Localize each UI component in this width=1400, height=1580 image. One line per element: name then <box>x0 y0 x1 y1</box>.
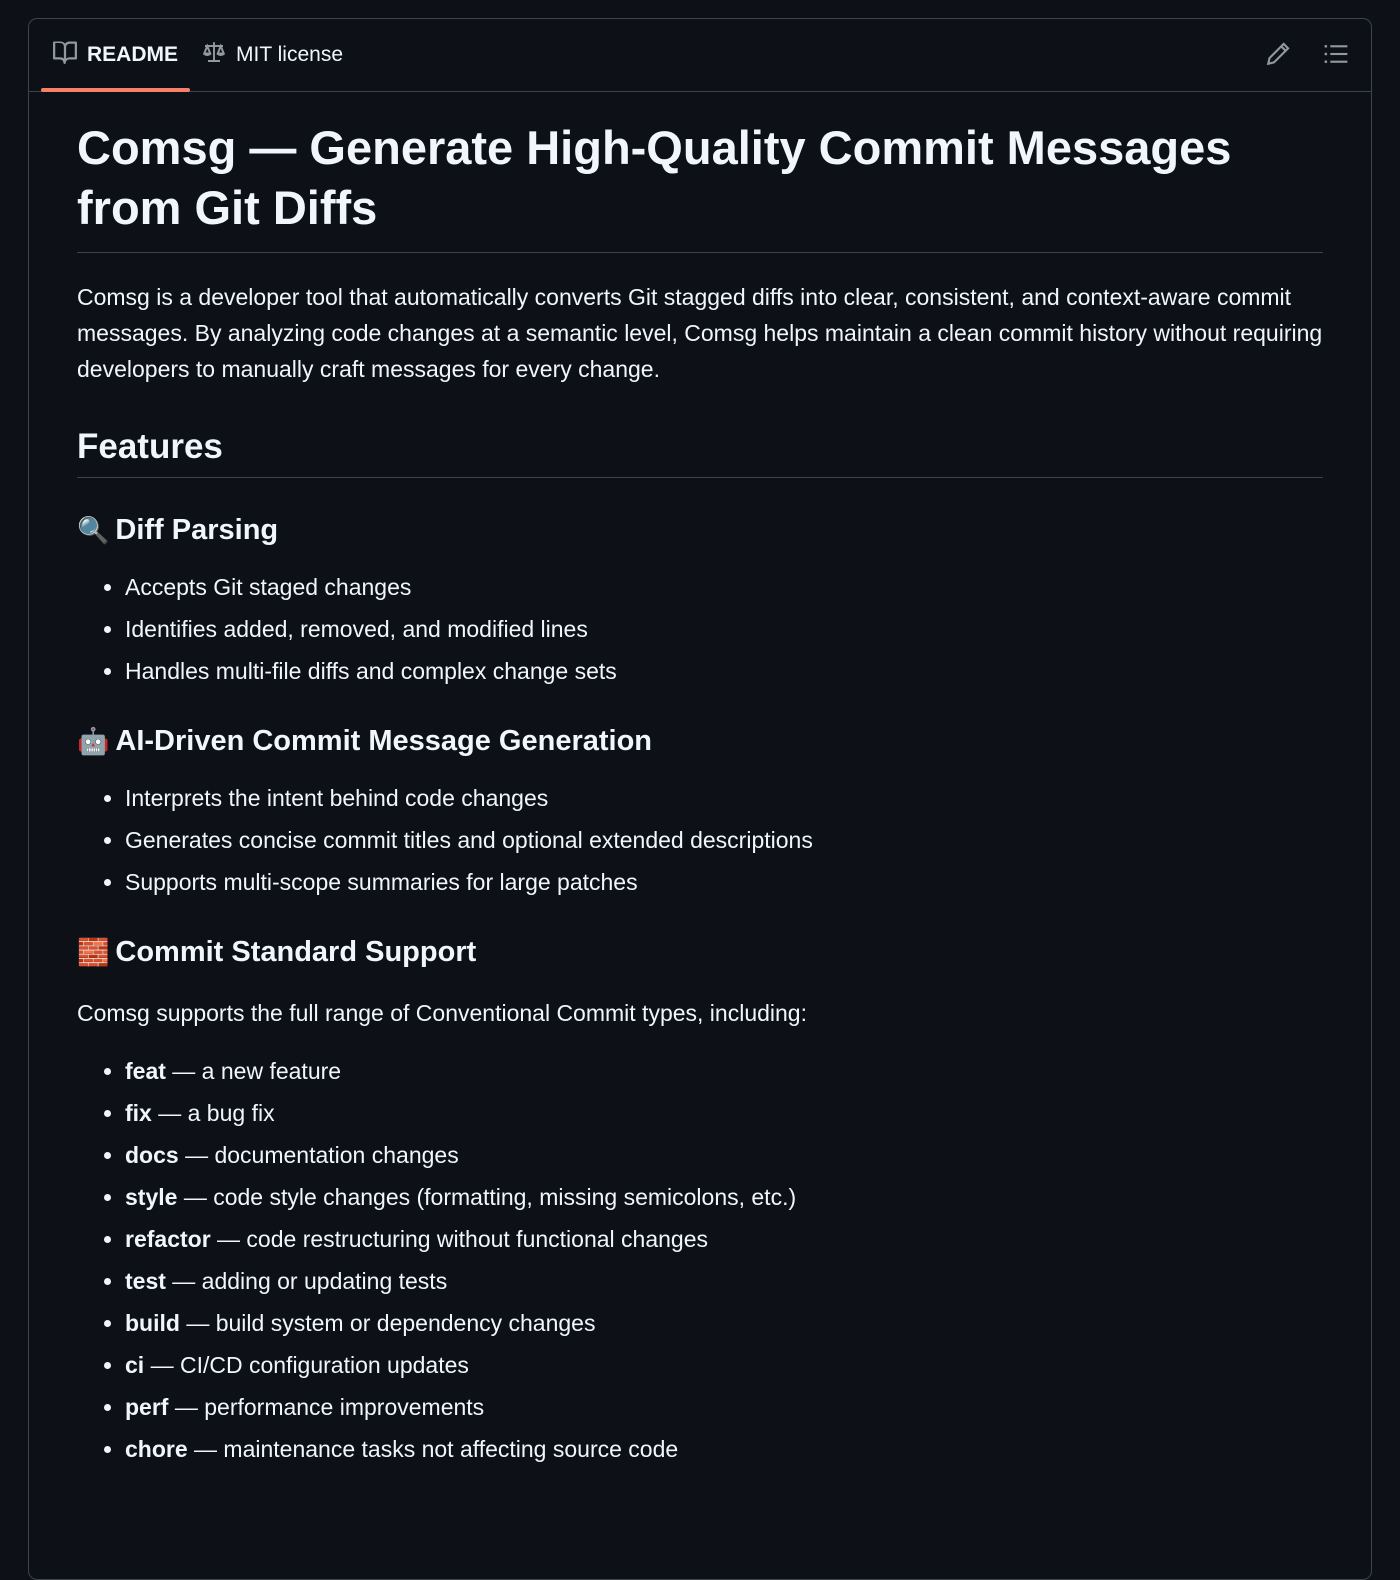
list-item <box>125 1305 1323 1341</box>
list-item <box>125 1095 1323 1131</box>
commit-type: fix <box>125 1100 152 1126</box>
section-heading-diff-parsing <box>77 514 1323 547</box>
commit-type: chore <box>125 1436 188 1462</box>
intro-paragraph: Comsg is a developer tool that automatically converts Git stagged diffs into clear, consistent, and context-aware commit messages. By analyzing code changes at a semantic level, Comsg helps maintain a clean commit history without requiring developers to manually craft messages for every change. <box>77 284 1323 382</box>
section-title: Commit Standard Support <box>115 936 477 968</box>
list-item: • Generates concise commit titles and optional extended descriptions <box>125 822 1323 858</box>
list-item: • Handles multi-file diffs and complex change sets <box>125 653 1323 689</box>
commit-type: style <box>125 1184 178 1210</box>
ai-list <box>77 780 1323 900</box>
robot-icon: 🤖 <box>77 726 110 756</box>
tab-bar <box>29 19 1371 92</box>
section-heading-ai <box>77 725 1323 758</box>
commit-type: build <box>125 1310 180 1336</box>
commit-type: refactor <box>125 1226 211 1252</box>
list-item <box>125 1179 1323 1215</box>
commit-type-desc: — code restructuring without functional changes <box>210 1226 708 1252</box>
commit-type: perf <box>125 1394 169 1420</box>
list-item <box>125 1431 1323 1467</box>
law-icon <box>202 40 226 70</box>
list-item: • Interprets the intent behind code changes <box>125 780 1323 816</box>
book-icon <box>53 40 77 70</box>
list-item: • Accepts Git staged changes <box>125 569 1323 605</box>
commit-type-desc: — documentation changes <box>178 1142 459 1168</box>
list-item: • Identifies added, removed, and modified lines <box>125 611 1323 647</box>
list-item: • Supports multi-scope summaries for large patches <box>125 864 1323 900</box>
commit-types-list <box>77 1053 1323 1467</box>
tab-label: README <box>87 43 179 66</box>
bricks-icon: 🧱 <box>77 937 110 967</box>
commit-type: feat <box>125 1058 166 1084</box>
list-item <box>125 1053 1323 1089</box>
commit-type: docs <box>125 1142 179 1168</box>
list-item <box>125 1263 1323 1299</box>
readme-panel <box>28 18 1372 1580</box>
commit-type-desc: — performance improvements <box>168 1394 485 1420</box>
list-item <box>125 1221 1323 1257</box>
commit-type: test <box>125 1268 166 1294</box>
markdown-body <box>29 92 1371 1467</box>
commit-type-desc: — maintenance tasks not affecting source code <box>187 1436 679 1462</box>
commit-type-desc: — CI/CD configuration updates <box>144 1352 469 1378</box>
magnifier-icon: 🔍 <box>77 515 110 545</box>
list-item <box>125 1347 1323 1383</box>
standard-description: Comsg supports the full range of Conventional Commit types, including: <box>77 1000 807 1026</box>
list-icon[interactable] <box>1323 41 1349 72</box>
section-title: AI-Driven Commit Message Generation <box>115 725 653 757</box>
section-title: Diff Parsing <box>115 514 279 546</box>
commit-type-desc: — a new feature <box>165 1058 342 1084</box>
list-item <box>125 1389 1323 1425</box>
diff-parsing-list <box>77 569 1323 689</box>
commit-type-desc: — adding or updating tests <box>165 1268 448 1294</box>
tab-license[interactable] <box>190 19 355 91</box>
section-heading-standard <box>77 936 1323 969</box>
features-heading: Features <box>77 427 1323 478</box>
commit-type: ci <box>125 1352 145 1378</box>
pencil-icon[interactable] <box>1265 41 1291 72</box>
page-title: Comsg — Generate High-Quality Commit Messages from Git Diffs <box>77 118 1323 253</box>
commit-type-desc: — a bug fix <box>151 1100 275 1126</box>
commit-type-desc: — code style changes (formatting, missing semicolons, etc.) <box>177 1184 797 1210</box>
tab-label: MIT license <box>236 43 343 66</box>
tab-readme[interactable] <box>41 19 190 91</box>
list-item <box>125 1137 1323 1173</box>
commit-type-desc: — build system or dependency changes <box>179 1310 596 1336</box>
